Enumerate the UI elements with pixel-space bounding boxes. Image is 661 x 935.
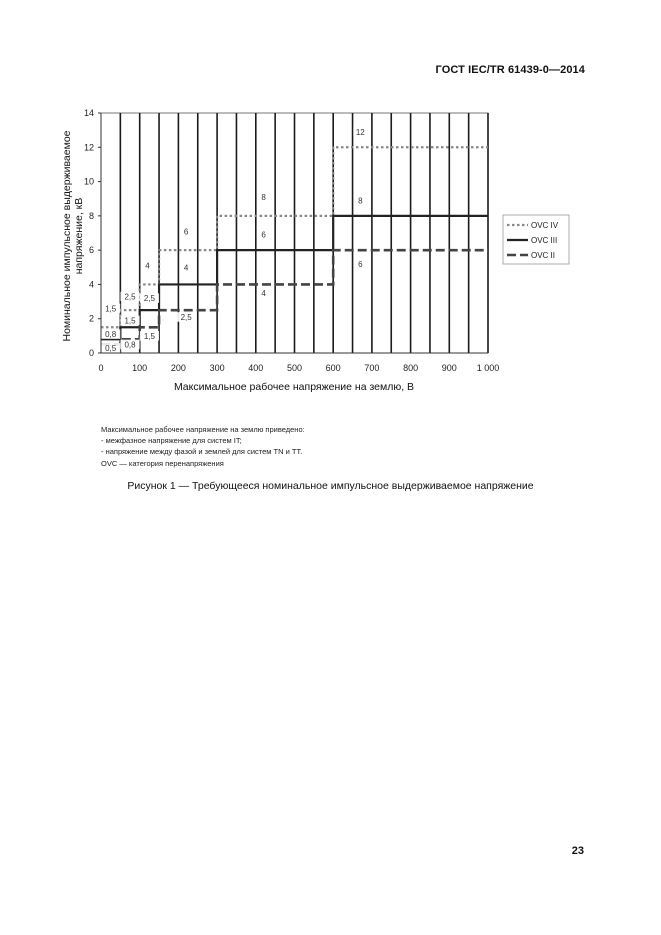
figure-caption: Рисунок 1 — Требующееся номинальное импульсное выдерживаемое напряжение — [127, 480, 534, 492]
data-label: 4 — [183, 263, 189, 273]
y-axis-label-line-1: Номинальное импульсное выдерживаемое — [61, 130, 73, 342]
x-axis-label: Максимальное рабочее напряжение на землю, В — [173, 381, 415, 393]
y-tick-label: 6 — [88, 245, 94, 256]
voltage-chart — [0, 100, 661, 400]
y-tick-label: 2 — [88, 313, 94, 324]
x-tick-label: 0 — [98, 363, 104, 373]
x-tick-label: 700 — [364, 363, 380, 373]
x-tick-label: 200 — [170, 363, 186, 373]
note-line: - межфазное напряжение для систем IT; — [101, 436, 242, 446]
data-label: 0,8 — [124, 340, 136, 350]
data-label: 8 — [358, 196, 363, 206]
document-header: ГОСТ IEC/TR 61439-0—2014 — [435, 64, 585, 76]
data-label: 1,5 — [124, 316, 136, 326]
data-label: 1,5 — [105, 304, 117, 314]
x-tick-label: 400 — [248, 363, 264, 373]
x-tick-label: 500 — [286, 363, 303, 373]
data-label: 6 — [183, 227, 189, 237]
note-line: Максимальное рабочее напряжение на землю приведено: — [101, 425, 305, 434]
x-tick-label: 900 — [441, 363, 457, 373]
data-label: 0,5 — [105, 343, 117, 353]
x-tick-label: 300 — [209, 363, 225, 373]
data-label: 2,5 — [143, 294, 155, 304]
data-label: 1,5 — [143, 331, 155, 341]
y-tick-label: 0 — [88, 348, 94, 358]
x-tick-label: 600 — [325, 363, 341, 373]
data-label: 8 — [261, 193, 266, 203]
x-tick-label: 100 — [132, 363, 148, 373]
note-line: - напряжение между фазой и землей для систем TN и TT. — [101, 447, 303, 457]
data-label: 2,5 — [180, 313, 192, 323]
chart-notes — [101, 424, 305, 469]
data-label: 0,8 — [105, 330, 117, 340]
page-number: 23 — [571, 845, 584, 857]
data-label: 4 — [145, 261, 150, 271]
x-tick-label: 800 — [403, 363, 419, 373]
y-tick-label: 12 — [83, 142, 94, 153]
legend — [503, 215, 569, 264]
y-tick-label: 10 — [83, 176, 94, 187]
legend-label: OVC II — [531, 251, 556, 260]
legend-label: OVC IV — [531, 221, 559, 230]
data-label: 4 — [261, 289, 266, 299]
legend-label: OVC III — [531, 236, 558, 245]
data-label: 12 — [355, 127, 365, 137]
y-tick-label: 8 — [88, 210, 94, 221]
data-label: 6 — [261, 230, 266, 240]
data-label: 6 — [358, 259, 363, 269]
x-tick-label: 1 000 — [476, 363, 500, 373]
note-line: OVC — категория перенапряжения — [101, 458, 224, 468]
y-axis-label-line-2: напряжение, кВ — [73, 197, 85, 275]
y-tick-label: 4 — [88, 279, 94, 290]
data-label: 2,5 — [124, 292, 136, 302]
y-tick-label: 14 — [83, 108, 94, 118]
